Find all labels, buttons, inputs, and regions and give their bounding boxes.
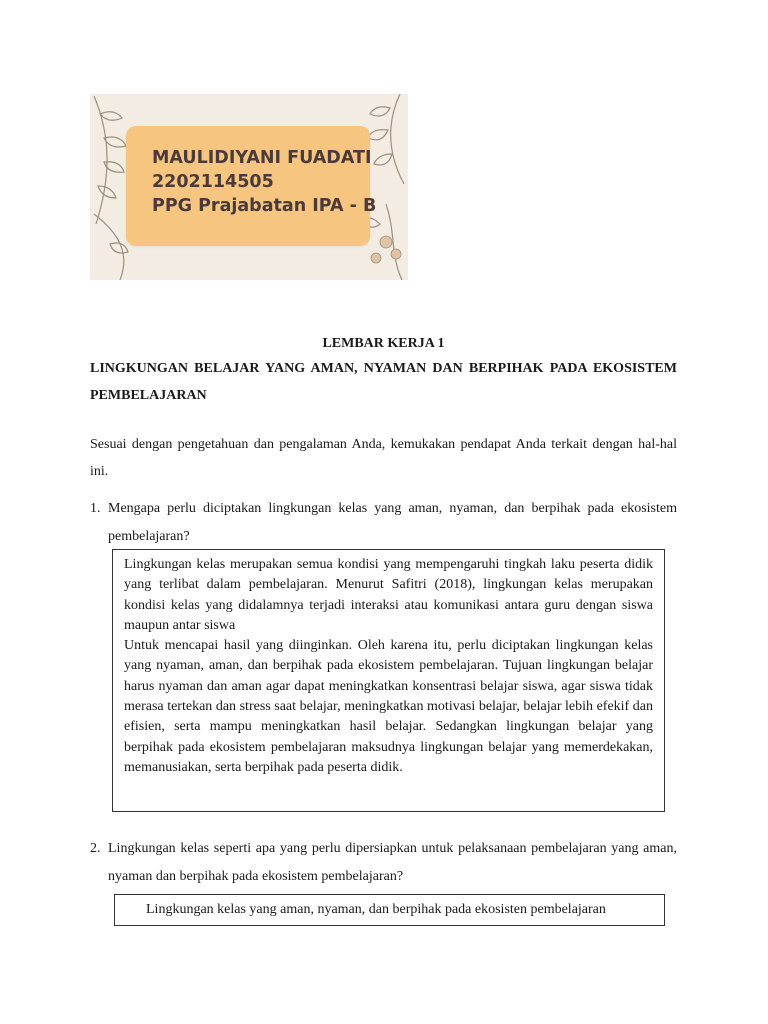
question-text: Mengapa perlu diciptakan lingkungan kelas yang aman, nyaman, dan berpihak pada ekosistem pembelajaran? (108, 501, 677, 544)
question-2 (90, 835, 677, 891)
author-nim: 2202114505 (152, 172, 274, 192)
question-1 (90, 495, 677, 551)
answer-paragraph: Lingkungan kelas yang aman, nyaman, dan berpihak pada ekosisten pembelajaran (146, 902, 606, 917)
answer-box-1 (112, 549, 665, 812)
question-number: 1. (90, 501, 101, 516)
author-name: MAULIDIYANI FUADATI (152, 148, 372, 168)
name-card (126, 126, 377, 246)
name-banner (90, 94, 408, 280)
instructions-paragraph: Sesuai dengan pengetahuan dan pengalaman Anda, kemukakan pendapat Anda terkait dengan hal-hal ini. (90, 437, 677, 479)
answer-paragraph: Untuk mencapai hasil yang diinginkan. Oleh karena itu, perlu diciptakan lingkungan kelas yang nyaman, aman, dan berpihak pada ekosistem pembelajaran. Tujuan lingkungan belajar harus nyaman dan aman agar dapat meningkatkan konsentrasi belajar siswa, agar siswa tidak merasa tertekan dan stress saat belajar, meningkatkan motivasi belajar, belajar lebih efekif dan efisien, serta mampu meningkatkan hasil belajar. Sedangkan lingkungan belajar yang berpihak pada ekosistem pembelajaran maksudnya lingkungan belajar yang memerdekakan, memanusiakan, serta berpihak pada peserta didik. (124, 638, 653, 775)
author-program: PPG Prajabatan IPA - B (152, 196, 377, 216)
question-text: Lingkungan kelas seperti apa yang perlu dipersiapkan untuk pelaksanaan pembelajaran yang aman, nyaman dan berpihak pada ekosistem pembelajaran? (108, 841, 677, 884)
worksheet-subtitle: LINGKUNGAN BELAJAR YANG AMAN, NYAMAN DAN BERPIHAK PADA EKOSISTEM PEMBELAJARAN (90, 361, 677, 403)
question-number: 2. (90, 841, 101, 856)
answer-paragraph: Lingkungan kelas merupakan semua kondisi yang mempengaruhi tingkah laku peserta didik yang terlibat dalam pembelajaran. Menurut Safitri (2018), lingkungan kelas merupakan kondisi kelas yang didalamnya terjadi interaksi atau komunikasi antara guru dengan siswa maupun antar siswa (124, 557, 653, 633)
worksheet-title: LEMBAR KERJA 1 (322, 336, 445, 351)
answer-box-2 (114, 894, 665, 926)
